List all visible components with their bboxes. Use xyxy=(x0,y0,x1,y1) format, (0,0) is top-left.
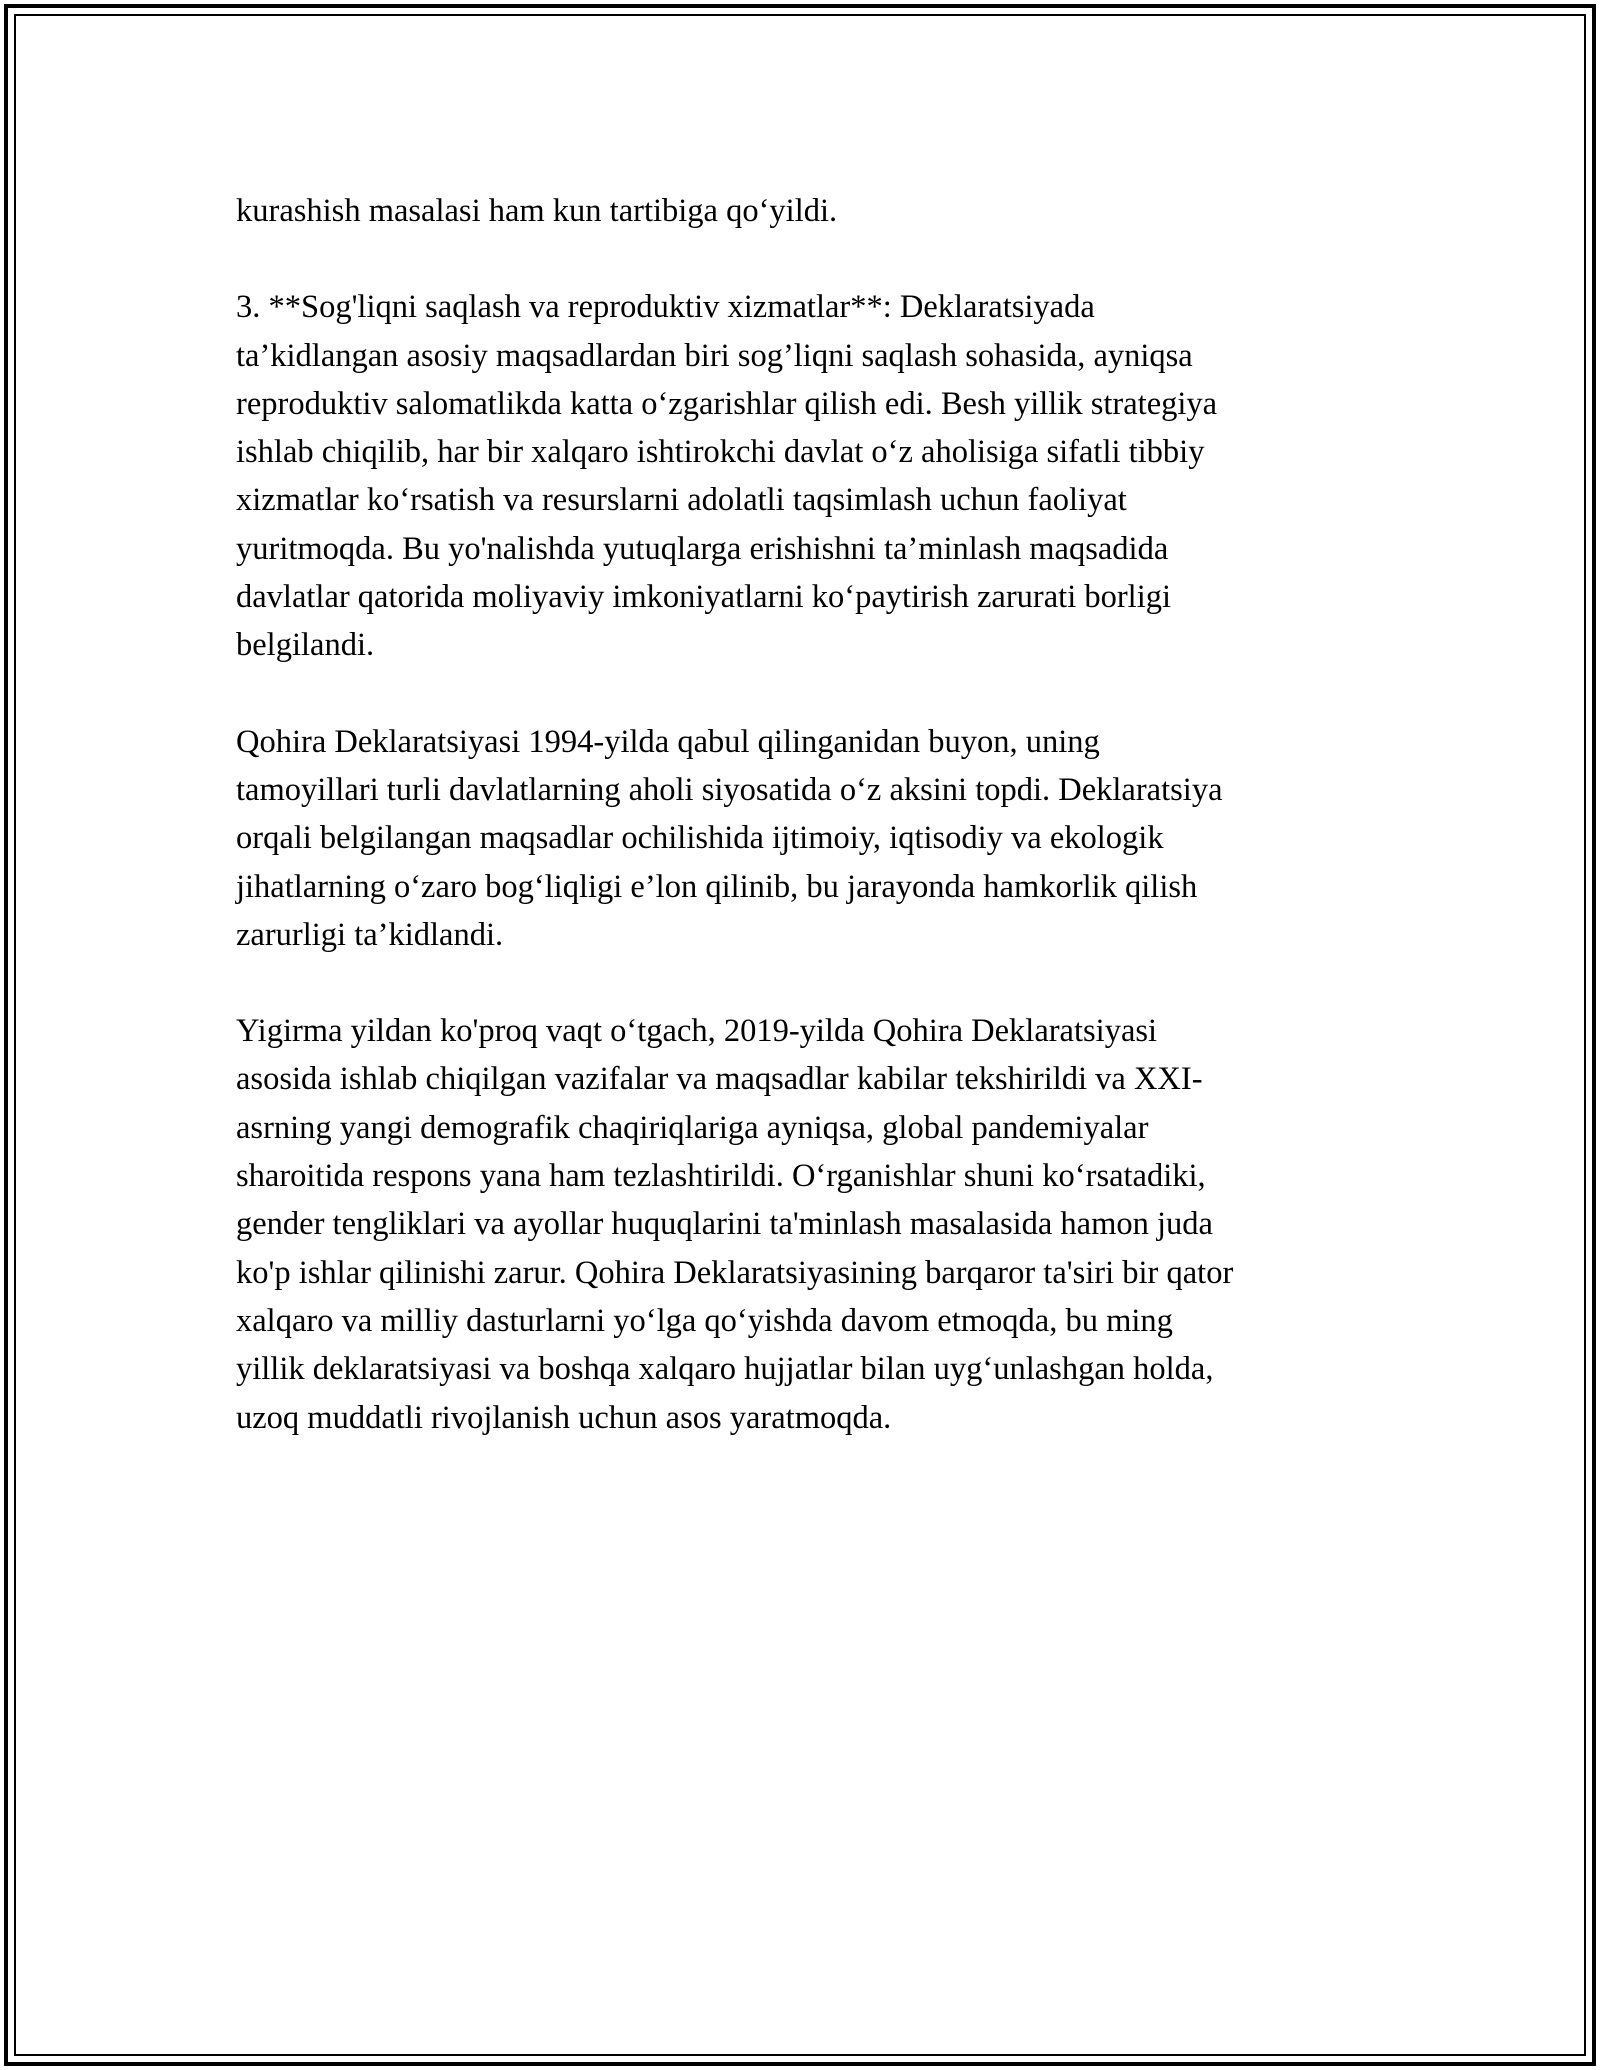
document-body xyxy=(236,187,1376,1442)
paragraph-twenty-years-later: Yigirma yildan ko'proq vaqt o‘tgach, 2019-yilda Qohira Deklaratsiyasi asosida ishlab chiqilgan vazifalar va maqsadlar kabilar tekshirildi va XXI- asrning yangi demografik chaqiriqlariga ayniqsa, global pandemiyalar sharoitida respons yana ham tezlashtirildi. O‘rganishlar shuni ko‘rsatadiki, gender tengliklari va ayollar huquqlarini ta'minlash masalasida hamon juda ko'p ishlar qilinishi zarur. Qohira Deklaratsiyasining barqaror ta'siri bir qator xalqaro va milliy dasturlarni yo‘lga qo‘yishda davom etmoqda, bu ming yillik deklaratsiyasi va boshqa xalqaro hujjatlar bilan uyg‘unlashgan holda, uzoq muddatli rivojlanish uchun asos yaratmoqda. xyxy=(236,1013,1234,1436)
paragraph-continuation: kurashish masalasi ham kun tartibiga qo‘yildi. xyxy=(236,193,838,229)
paragraph-healthcare: 3. **Sog'liqni saqlash va reproduktiv xizmatlar**: Deklaratsiyada ta’kidlangan asosiy maqsadlardan biri sog’liqni saqlash sohasida, ayniqsa reproduktiv salomatlikda katta o‘zgarishlar qilish edi. Besh yillik strategiya ishlab chiqilib, har bir xalqaro ishtirokchi davlat o‘z aholisiga sifatli tibbiy xizmatlar ko‘rsatish va resurslarni adolatli taqsimlash uchun faoliyat yuritmoqda. Bu yo'nalishda yutuqlarga erishishni ta’minlash maqsadida davlatlar qatorida moliyaviy imkoniyatlarni ko‘paytirish zarurati borligi belgilandi. xyxy=(236,289,1218,664)
paragraph-spacer xyxy=(236,235,1376,283)
paragraph-spacer xyxy=(236,959,1376,1007)
paragraph-cairo-declaration: Qohira Deklaratsiyasi 1994-yilda qabul qilinganidan buyon, uning tamoyillari turli davlatlarning aholi siyosatida o‘z aksini topdi. Deklaratsiya orqali belgilangan maqsadlar ochilishida ijtimoiy, iqtisodiy va ekologik jihatlarning o‘zaro bog‘liqligi e’lon qilinib, bu jarayonda hamkorlik qilish zarurligi ta’kidlandi. xyxy=(236,723,1223,953)
paragraph-spacer xyxy=(236,670,1376,718)
